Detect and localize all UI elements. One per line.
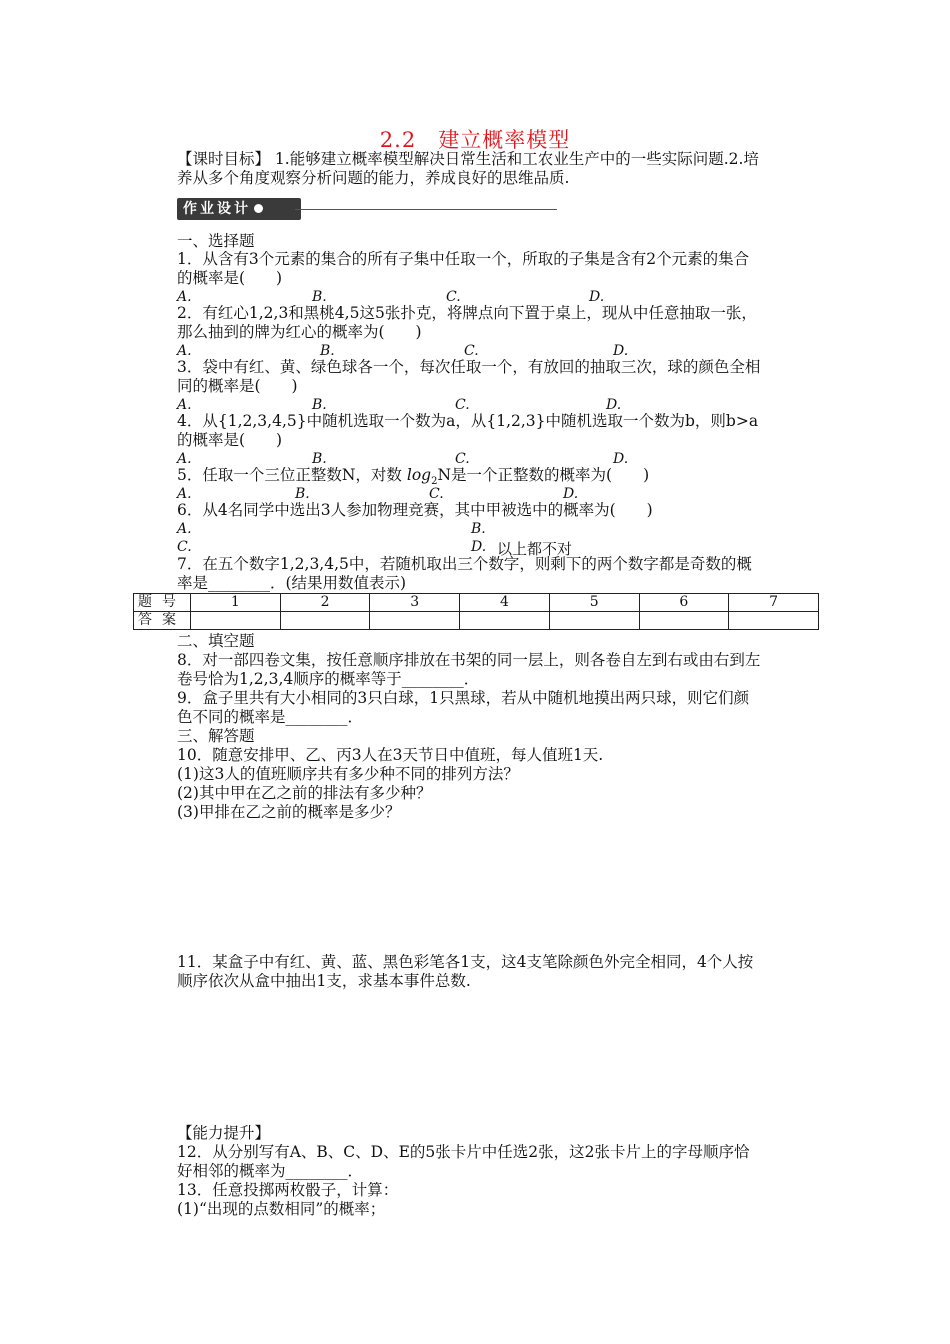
intro-line-2: 养从多个角度观察分析问题的能力，养成良好的思维品质. — [177, 169, 570, 187]
ability-heading: 【能力提升】 — [177, 1124, 271, 1142]
q9-line-2: 色不同的概率是________． — [177, 708, 364, 726]
answer-cell — [639, 612, 729, 630]
q3-line-1: 3．袋中有红、黄、绿色球各一个，每次任取一个，有放回的抽取三次，球的颜色全相 — [177, 358, 761, 376]
q12-line-1: 12．从分别写有A、B、C、D、E的5张卡片中任选2张，这2张卡片上的字母顺序恰 — [177, 1143, 750, 1161]
option-d: D. — [589, 289, 605, 305]
answer-cell — [280, 612, 370, 630]
option-c: C. — [455, 397, 470, 413]
option-b: B. — [471, 521, 486, 537]
q1-line-2: 的概率是( ) — [177, 269, 283, 287]
answer-cell — [460, 612, 550, 630]
circle-icon — [254, 204, 263, 213]
option-d: D. — [563, 486, 579, 502]
table-cell: 3 — [370, 594, 460, 612]
option-b: B. — [320, 343, 335, 359]
q6-options-row-1 — [177, 521, 777, 537]
homework-banner — [177, 198, 301, 220]
section-solve-heading: 三、解答题 — [177, 727, 255, 745]
option-b: B. — [312, 451, 327, 467]
q4-line-2: 的概率是( ) — [177, 431, 283, 449]
option-d-text: 以上都不对 — [497, 540, 573, 558]
option-a: A. — [177, 486, 192, 502]
q10-part-1: (1)这3人的值班顺序共有多少种不同的排列方法？ — [177, 765, 519, 783]
option-d: D. — [471, 539, 487, 555]
option-d: D. — [613, 343, 629, 359]
q7-line-2: 率是________．(结果用数值表示) — [177, 574, 407, 592]
answer-cell — [191, 612, 281, 630]
q10-line-1: 10．随意安排甲、乙、丙3人在3天节日中值班，每人值班1天. — [177, 746, 604, 764]
q3-line-2: 同的概率是( ) — [177, 377, 298, 395]
q4-line-1: 4．从{1,2,3,4,5}中随机选取一个数为a，从{1,2,3}中随机选取一个数为b，则b>a — [177, 412, 759, 430]
option-c: C. — [429, 486, 444, 502]
table-cell: 2 — [280, 594, 370, 612]
q7-line-1: 7．在五个数字1,2,3,4,5中，若随机取出三个数字，则剩下的两个数字都是奇数的概 — [177, 555, 752, 573]
page-title: 2.2 建立概率模型 — [379, 128, 571, 152]
table-row-answers — [134, 612, 819, 630]
q2-line-1: 2．有红心1,2,3和黑桃4,5这5张扑克，将牌点向下置于桌上，现从中任意抽取一张， — [177, 304, 757, 322]
table-cell: 7 — [729, 594, 819, 612]
q8-line-2: 卷号恰为1,2,3,4顺序的概率等于________． — [177, 670, 480, 688]
section-choice-heading: 一、选择题 — [177, 232, 255, 250]
table-row-numbers — [134, 594, 819, 612]
option-b: B. — [312, 289, 327, 305]
q9-line-1: 9．盒子里共有大小相同的3只白球，1只黑球，若从中随机地摸出两只球，则它们颜 — [177, 689, 750, 707]
banner-divider — [295, 209, 557, 210]
option-a: A. — [177, 343, 192, 359]
q5-text-b: N是一个正整数的概率为( ) — [437, 466, 650, 484]
banner-label: 作业设计 — [183, 201, 251, 217]
q1-line-1: 1．从含有3个元素的集合的所有子集中任取一个，所取的子集是含有2个元素的集合 — [177, 250, 750, 268]
option-a: A. — [177, 451, 192, 467]
q11-line-1: 11．某盒子中有红、黄、蓝、黑色彩笔各1支，这4支笔除颜色外完全相同，4个人按 — [177, 953, 754, 971]
answer-cell — [729, 612, 819, 630]
row-header-answer: 答案 — [134, 612, 191, 630]
q2-options — [177, 343, 777, 359]
option-a: A. — [177, 397, 192, 413]
q1-options — [177, 289, 777, 305]
q2-line-2: 那么抽到的牌为红心的概率为( ) — [177, 323, 422, 341]
option-c: C. — [446, 289, 461, 305]
option-b: B. — [295, 486, 310, 502]
log-base: 2 — [431, 476, 438, 488]
option-a: A. — [177, 289, 192, 305]
q5-options — [177, 486, 777, 502]
option-d: D. — [613, 451, 629, 467]
option-c: C. — [464, 343, 479, 359]
q13-part-1: (1)“出现的点数相同”的概率； — [177, 1200, 386, 1218]
q10-part-2: (2)其中甲在乙之前的排法有多少种？ — [177, 784, 432, 802]
q12-line-2: 好相邻的概率为________． — [177, 1162, 364, 1180]
row-header-number: 题号 — [134, 594, 191, 612]
q13-line-1: 13．任意投掷两枚骰子，计算： — [177, 1181, 399, 1199]
log-symbol: log — [406, 466, 432, 484]
q6-line-1: 6．从4名同学中选出3人参加物理竞赛，其中甲被选中的概率为( ) — [177, 501, 653, 519]
option-d: D. — [606, 397, 622, 413]
answer-cell — [549, 612, 639, 630]
option-c: C. — [455, 451, 470, 467]
q4-options — [177, 451, 777, 467]
table-cell: 4 — [460, 594, 550, 612]
option-c: C. — [177, 539, 192, 555]
table-cell: 1 — [191, 594, 281, 612]
answer-cell — [370, 612, 460, 630]
option-b: B. — [312, 397, 327, 413]
q6-options-row-2 — [177, 539, 777, 558]
q5-text-a: 5．任取一个三位正整数N，对数 — [177, 466, 407, 484]
q11-line-2: 顺序依次从盒中抽出1支，求基本事件总数. — [177, 972, 471, 990]
answer-table — [133, 593, 819, 630]
option-a: A. — [177, 521, 192, 537]
section-fill-heading: 二、填空题 — [177, 632, 255, 650]
q3-options — [177, 397, 777, 413]
table-cell: 6 — [639, 594, 729, 612]
q8-line-1: 8．对一部四卷文集，按任意顺序排放在书架的同一层上，则各卷自左到右或由右到左 — [177, 651, 761, 669]
intro-line-1: 【课时目标】 1.能够建立概率模型解决日常生活和工农业生产中的一些实际问题.2.培 — [177, 150, 759, 168]
table-cell: 5 — [549, 594, 639, 612]
q10-part-3: (3)甲排在乙之前的概率是多少？ — [177, 803, 401, 821]
